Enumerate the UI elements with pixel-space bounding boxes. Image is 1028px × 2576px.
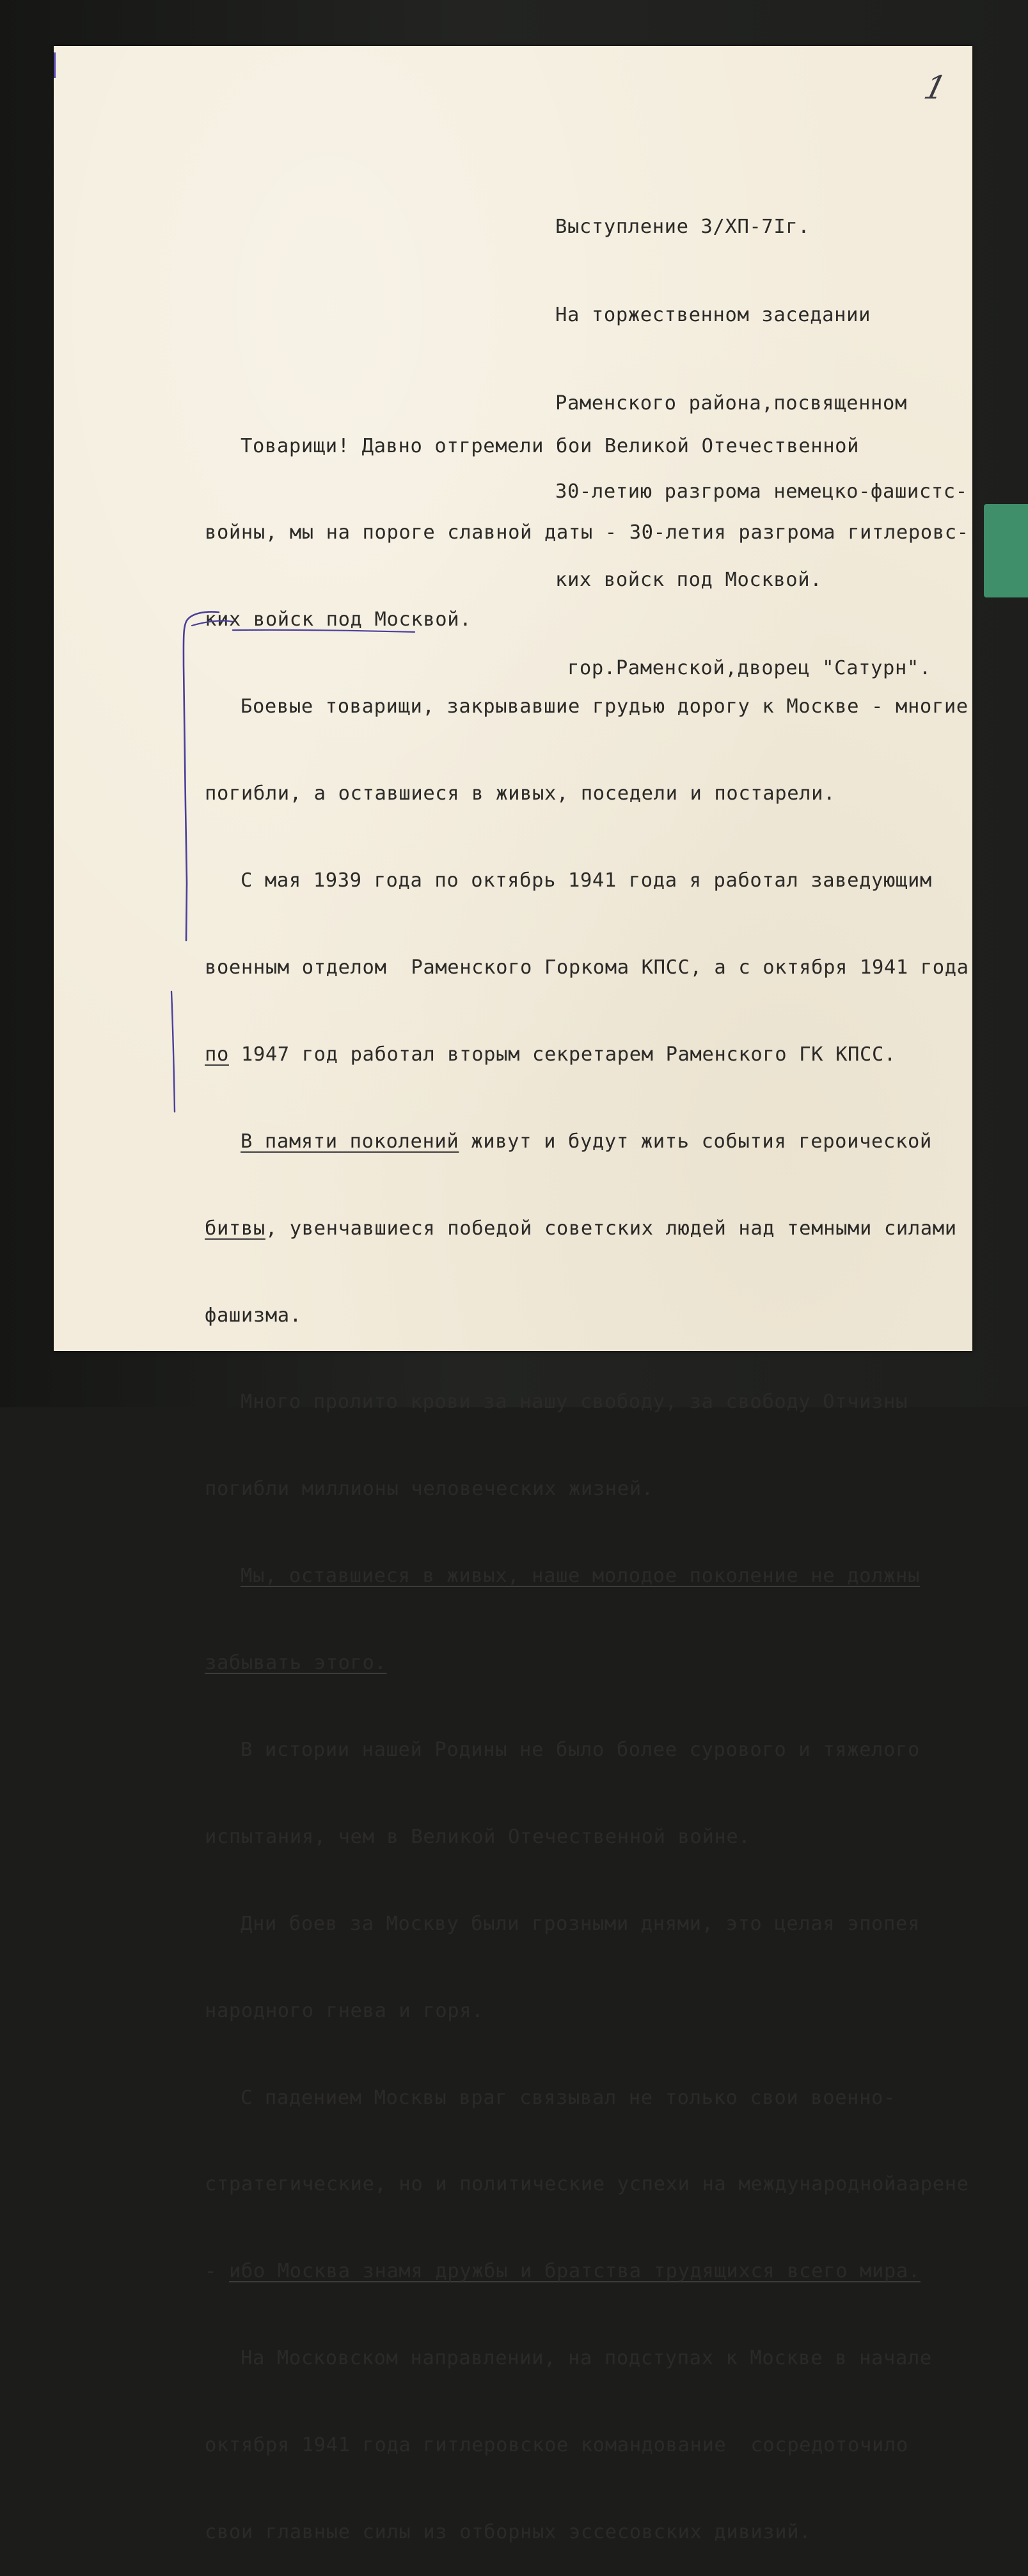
body-line — [205, 1648, 969, 1677]
body-line — [205, 1040, 969, 1069]
header-line: Выступление 3/XП-7Iг. — [555, 216, 811, 238]
header-line: гор.Раменской,дворец "Сатурн". — [555, 657, 931, 679]
body-line: погибли, а оставшиеся в живых, поседели и постарели. — [205, 782, 836, 805]
header-line: На торжественном заседании — [555, 304, 871, 326]
header-line: ких войск под Москвой. — [555, 569, 823, 591]
underlined-text: В памяти поколений — [241, 1130, 459, 1153]
body-line: войны, мы на пороге славной даты - 30-летия разгрома гитлеровс- — [205, 521, 969, 544]
body-line — [205, 1127, 969, 1156]
body-line: фашизма. — [205, 1304, 302, 1327]
underlined-text: битвы — [205, 1217, 265, 1240]
body-line: Товарищи! Давно отгремели бои Великой Отечественной — [241, 434, 860, 457]
body-line: На Московском направлении, на подступах к Москве в начале — [241, 2347, 932, 2370]
body-line: октября 1941 года гитлеровское командование сосредоточило — [205, 2434, 908, 2457]
header-line: 30-летию разгрома немецко-фашистс- — [555, 480, 968, 503]
body-line — [205, 1561, 969, 1590]
body-line: свои главные силы из отборных эссесовских дивизий. — [205, 2520, 812, 2543]
body-line: народного гнева и горя. — [205, 1999, 484, 2022]
handwritten-page-number: 1 — [920, 69, 951, 106]
body-text: 1947 год работал вторым секретарем Раменского ГК КПСС. — [228, 1043, 896, 1066]
body-line: погибли миллионы человеческих жизней. — [205, 1478, 654, 1501]
body-line: стратегические, но и политические успехи на международнойаарене — [205, 2173, 969, 2196]
body-line: Дни боев за Москву были грозными днями, это целая эпопея — [241, 1912, 920, 1935]
underlined-text: по — [205, 1043, 229, 1066]
body-line — [205, 2257, 969, 2286]
body-line: военным отделом Раменского Горкома КПСС, а с октября 1941 года — [205, 956, 969, 979]
header-line: Раменского района,посвященном — [555, 392, 907, 415]
body-line: С падением Москвы враг связывал не только свои военно- — [241, 2086, 896, 2109]
body-line: Много пролито крови за нашу свободу, за свободу Отчизны — [241, 1391, 908, 1414]
body-text: - — [205, 2260, 229, 2283]
body-text: живут и будут жить события героической — [459, 1130, 932, 1153]
body-text: , увенчавшиеся победой советских людей над темными силами — [265, 1217, 957, 1240]
body-line: испытания, чем в Великой Отечественной войне. — [205, 1825, 751, 1848]
body-line: С мая 1939 года по октябрь 1941 года я работал заведующим — [241, 869, 932, 892]
underlined-text: ибо Москва знамя дружбы и братства трудящихся всего мира. — [228, 2260, 921, 2283]
speech-body — [205, 374, 969, 2576]
folder-tab — [984, 504, 1028, 597]
body-line — [205, 1214, 969, 1243]
underlined-text: Мы, оставшиеся в живых, наше молодое поколение не должны — [241, 1565, 920, 1588]
body-line: ких войск под Москвой. — [205, 608, 472, 631]
body-line: В истории нашей Родины не было более сурового и тяжелого — [241, 1738, 920, 1761]
ink-edge-mark — [54, 52, 56, 78]
underlined-text: забывать этого. — [205, 1652, 387, 1675]
body-line: Боевые товарищи, закрывавшие грудью дорогу к Москве - многие — [241, 695, 969, 718]
